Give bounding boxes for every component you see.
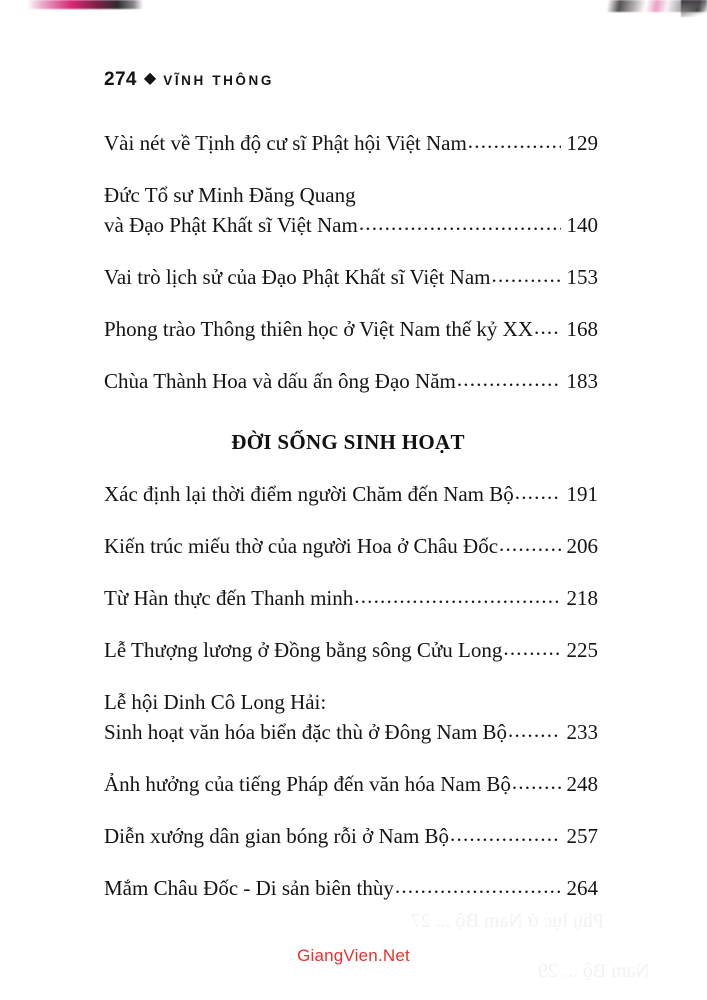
toc-entry-line [104,366,598,396]
toc-entry-page: 183 [566,369,598,393]
toc-section-heading: ĐỜI SỐNG SINH HOẠT [231,430,465,454]
scan-smudge-right-tail [681,0,707,17]
toc-entry-line [104,717,598,747]
toc-entry[interactable] [104,635,598,665]
toc-entry-line [104,687,598,717]
scan-artifact-strip [0,0,707,16]
toc-entry[interactable] [104,366,598,396]
toc-entry-line [104,262,598,292]
toc-entry-page: 218 [566,586,598,610]
dot-leader [395,871,561,901]
toc-entry-line [104,314,598,344]
scan-smudge-right [589,0,707,12]
toc-entry[interactable] [104,769,598,799]
toc-entry-line [104,479,598,509]
toc-entry-line [104,128,598,158]
toc-entry-title: Chùa Thành Hoa và dấu ấn ông Đạo Năm [104,369,456,393]
dot-leader [534,312,561,342]
toc-entry-line [104,769,598,799]
diamond-icon: ◆ [143,70,157,87]
running-head-author: VĨNH THÔNG [163,72,274,88]
dot-leader [359,208,561,238]
toc-entry-line [104,210,598,240]
table-of-contents [104,128,598,903]
toc-entry-page: 248 [566,772,598,796]
watermark-text: GiangVien.Net [297,946,410,965]
toc-entry-page: 225 [566,638,598,662]
toc-entry-line [104,821,598,851]
scan-smudge-left [27,0,143,9]
toc-entry[interactable] [104,262,598,292]
toc-entry-title: Ảnh hưởng của tiếng Pháp đến văn hóa Nam Bộ [104,772,511,796]
toc-entry-page: 264 [566,876,598,900]
toc-entry-title: Vài nét về Tịnh độ cư sĩ Phật hội Việt Nam [104,131,467,155]
dot-leader [468,126,561,156]
toc-entry[interactable] [104,128,598,158]
dot-leader [492,260,562,290]
toc-entry-title: Lễ Thượng lương ở Đồng bằng sông Cửu Long [104,638,503,662]
toc-entry-title: Phong trào Thông thiên học ở Việt Nam thế kỷ XX [104,317,534,341]
toc-entry[interactable] [104,180,598,240]
toc-entry-title: Từ Hàn thực đến Thanh minh [104,586,354,610]
toc-entry[interactable] [104,873,598,903]
toc-entry-page: 140 [566,213,598,237]
dot-leader [515,477,561,507]
toc-entry[interactable] [104,583,598,613]
toc-entry-title-continued: Sinh hoạt văn hóa biển đặc thù ở Đông Nam Bộ [104,720,508,744]
toc-entry-title: Đức Tổ sư Minh Đăng Quang [104,183,356,207]
toc-entry-line [104,531,598,561]
toc-entry[interactable] [104,479,598,509]
bleed-through-text: Nam Bộ ... 29 [537,960,650,982]
toc-entry-title: Lễ hội Dinh Cô Long Hải: [104,690,327,714]
dot-leader [354,581,561,611]
dot-leader [457,364,561,394]
toc-entry[interactable] [104,687,598,747]
toc-entry-line [104,873,598,903]
toc-entry-page: 191 [566,482,598,506]
page-folio-number: 274 [104,69,137,90]
toc-entry-page: 153 [566,265,598,289]
dot-leader [508,715,561,745]
toc-entry-line [104,635,598,665]
toc-entry[interactable] [104,314,598,344]
toc-entry[interactable] [104,531,598,561]
toc-entry-title: Xác định lại thời điểm người Chăm đến Nam Bộ [104,482,514,506]
dot-leader [512,767,561,797]
site-watermark [0,946,707,966]
toc-entry-page: 206 [566,534,598,558]
running-head [104,68,274,92]
toc-entry-title: Kiến trúc miếu thờ của người Hoa ở Châu Đốc [104,534,499,558]
dot-leader [503,633,561,663]
toc-entry-line [104,180,598,210]
toc-entry-title-continued: và Đạo Phật Khất sĩ Việt Nam [104,213,358,237]
toc-entry-title: Mắm Châu Đốc - Di sản biên thùy [104,876,394,900]
toc-entry-line [104,583,598,613]
toc-entry-page: 129 [566,131,598,155]
dot-leader [499,529,561,559]
toc-entry[interactable] [104,821,598,851]
toc-entry-page: 257 [566,824,598,848]
bleed-through-text: Phụ lục ở Nam Bộ ... 27 [410,910,604,932]
toc-entry-title: Vai trò lịch sử của Đạo Phật Khất sĩ Việt Nam [104,265,491,289]
toc-entry-title: Diễn xướng dân gian bóng rỗi ở Nam Bộ [104,824,450,848]
toc-entry-page: 233 [566,720,598,744]
toc-entry-page: 168 [566,317,598,341]
dot-leader [450,819,561,849]
